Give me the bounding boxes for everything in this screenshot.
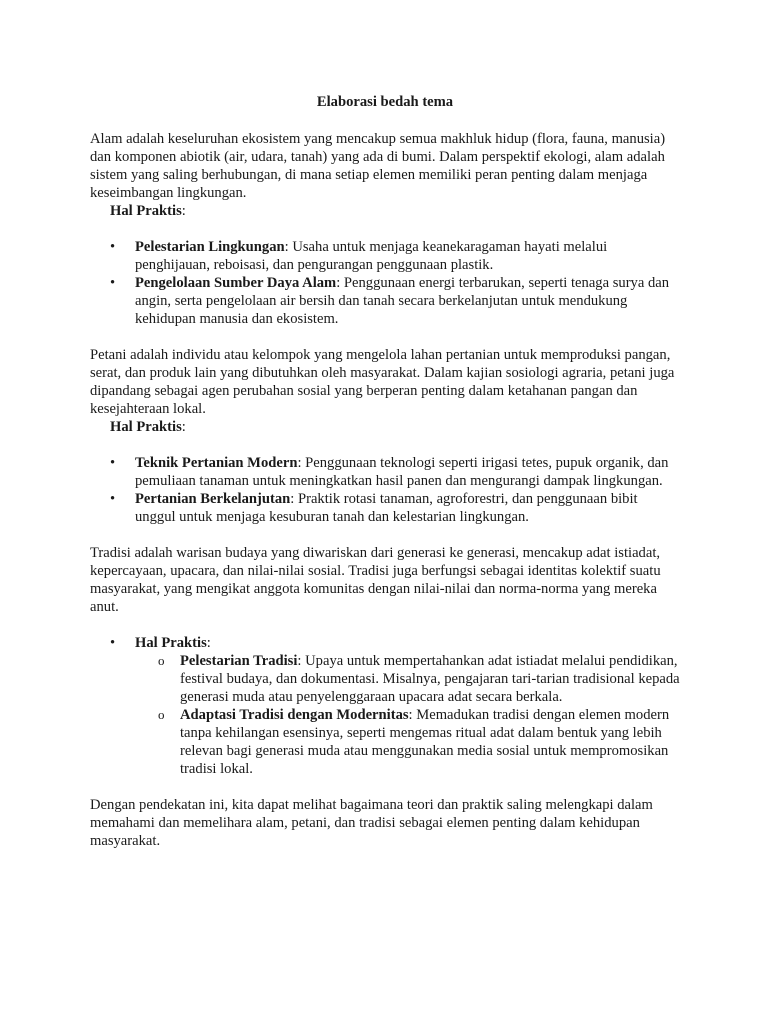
list-item-term: Pengelolaan Sumber Daya Alam bbox=[135, 275, 337, 291]
list-item-term: Teknik Pertanian Modern bbox=[135, 455, 298, 471]
list-item-text: : Upaya untuk mempertahankan adat istiadat melalui pendidikan, festival budaya, dan dokumentasi. Misalnya, pengajaran tari-tarian tradisional kepada generasi muda atau penyelenggaraan upacara adat secara berkala. bbox=[180, 653, 680, 705]
section-tradisi bbox=[90, 544, 680, 778]
list-item bbox=[135, 274, 680, 328]
section-paragraph: Tradisi adalah warisan budaya yang diwariskan dari generasi ke generasi, mencakup adat istiadat, kepercayaan, upacara, dan nilai-nilai sosial. Tradisi juga berfungsi sebagai identitas kolektif suatu masyarakat, yang mengikat anggota komunitas dengan nilai-nilai dan norma-norma yang mereka anut. bbox=[90, 545, 661, 615]
list-item bbox=[135, 238, 680, 274]
practical-list bbox=[90, 454, 680, 526]
list-item-text: : Memadukan tradisi dengan elemen modern tanpa kehilangan esensinya, seperti mengemas ritual adat dalam bentuk yang lebih relevan bagi generasi muda atau menggunakan media sosial untuk mempromosikan tradisi lokal. bbox=[180, 707, 670, 777]
list-item bbox=[135, 490, 680, 526]
practical-sublist bbox=[135, 652, 680, 778]
section-paragraph: Petani adalah individu atau kelompok yang mengelola lahan pertanian untuk memproduksi pangan, serat, dan produk lain yang dibutuhkan oleh masyarakat. Dalam kajian sosiologi agraria, petani juga dipandang sebagai agen perubahan sosial yang berperan penting dalam ketahanan pangan dan kesejahteraan lokal. bbox=[90, 347, 675, 417]
practical-list bbox=[90, 634, 680, 778]
document-title: Elaborasi bedah tema bbox=[316, 94, 454, 110]
section-paragraph: Alam adalah keseluruhan ekosistem yang mencakup semua makhluk hidup (flora, fauna, manusia) dan komponen abiotik (air, udara, tanah) yang ada di bumi. Dalam perspektif ekologi, alam adalah sistem yang saling berhubungan, di mana setiap elemen memiliki peran penting dalam menjaga keseimbangan lingkungan. bbox=[90, 131, 666, 201]
list-item-term: Adaptasi Tradisi dengan Modernitas bbox=[180, 707, 409, 723]
practical-label: Hal Praktis: bbox=[110, 419, 186, 435]
list-item-term: Pertanian Berkelanjutan bbox=[135, 491, 291, 507]
list-item-text: : Penggunaan energi terbarukan, seperti tenaga surya dan angin, serta pengelolaan air bersih dan tanah secara berkelanjutan untuk mendukung kehidupan manusia dan ekosistem. bbox=[135, 275, 670, 327]
section-alam bbox=[90, 130, 680, 328]
sublist-item bbox=[180, 652, 680, 706]
document-page bbox=[90, 92, 680, 850]
list-item-term: Pelestarian Tradisi bbox=[180, 653, 298, 669]
practical-label: Hal Praktis: bbox=[110, 203, 186, 219]
list-item bbox=[135, 454, 680, 490]
list-item-text: : Praktik rotasi tanaman, agroforestri, dan penggunaan bibit unggul untuk menjaga kesuburan tanah dan kelestarian lingkungan. bbox=[135, 491, 638, 525]
practical-list bbox=[90, 238, 680, 328]
conclusion-paragraph: Dengan pendekatan ini, kita dapat melihat bagaimana teori dan praktik saling melengkapi dalam memahami dan memelihara alam, petani, dan tradisi sebagai elemen penting dalam kehidupan masyarakat. bbox=[90, 797, 653, 849]
sublist-item bbox=[180, 706, 680, 778]
list-item-text: : Usaha untuk menjaga keanekaragaman hayati melalui penghijauan, reboisasi, dan pengurangan penggunaan plastik. bbox=[135, 239, 608, 273]
practical-label: Hal Praktis bbox=[135, 635, 207, 651]
list-item: • Hal Praktis: o Pelestarian Tradisi: Upaya untuk mempertahankan adat istiadat melalui pendidikan, festival budaya, dan dokumentasi. Misalnya, pengajaran tari-tarian tradisional kepada generasi muda atau penyelenggaraan upacara adat secara berkala. o Adaptasi Tradisi dengan Modernitas: Memadukan tradisi dengan elemen modern tanpa kehilangan esensinya, seperti mengemas ritual adat dalam bentuk yang lebih relevan bagi generasi muda atau menggunakan media sosial untuk mempromosikan tradisi lokal. bbox=[135, 634, 680, 778]
section-petani bbox=[90, 346, 680, 526]
list-item-term: Pelestarian Lingkungan bbox=[135, 239, 285, 255]
list-item-text: : Penggunaan teknologi seperti irigasi tetes, pupuk organik, dan pemuliaan tanaman untuk meningkatkan hasil panen dan mengurangi dampak lingkungan. bbox=[135, 455, 669, 489]
